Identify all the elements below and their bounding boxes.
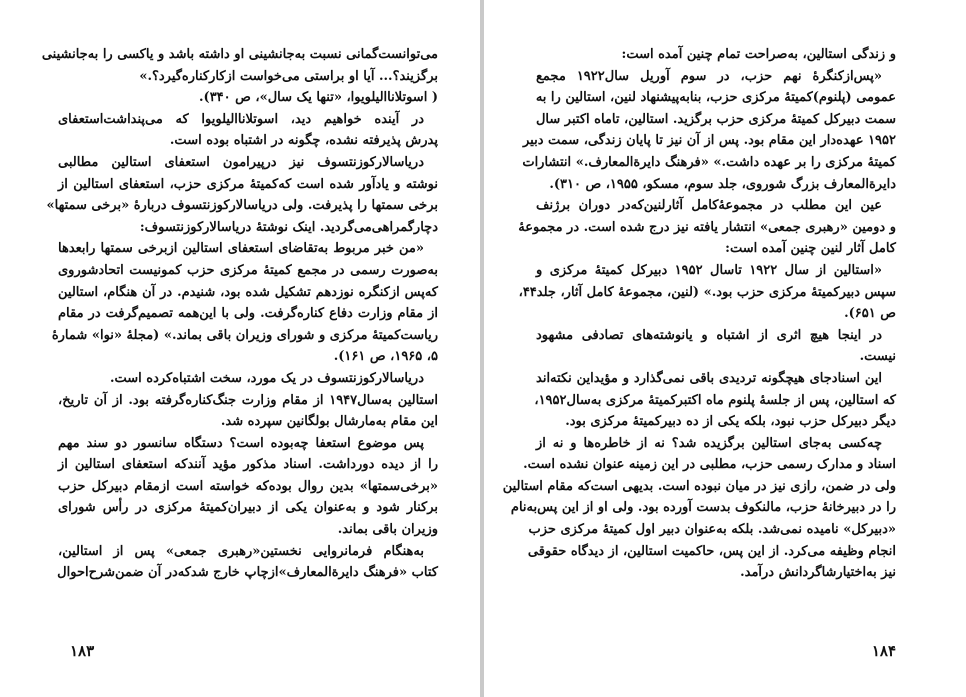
right-page-number: ۱۸۴ [871,642,896,660]
text-line: به‌صورت رسمی در مجمع کمیتهٔ مرکزی حزب کمونیست اتحادشوروی [58,262,438,278]
text-line: در آینده خواهیم دید، اسوتلانا‌الیلویوا که می‌پنداشت‌استعفای [58,111,424,127]
text-line: این اسنادجای هیچگونه تردیدی باقی نمی‌گذارد و مؤیداین نکته‌اند [536,370,882,386]
text-line: اسناد و مدارک رسمی حزب، مطلبی در این زمینه عنوان نشده است. [523,457,896,473]
text-line: برکنار شود و به‌عنوان یکی از دبیران‌کمیتهٔ مرکزی در رأس شورای [58,500,438,516]
text-line: انجام وظیفه می‌کرد. از این پس، حاکمیت استالین، از دیدگاه حقوقی [527,543,896,559]
text-line: ( اسوتلانا‌الیلویوا، «تنها یک سال»، ص ۳۴۰). [199,90,438,106]
text-line: پدرش پذیرفته نشده، چگونه در اشتباه بوده است. [169,133,438,149]
text-line: عین این مطلب در مجموعهٔ‌کامل آثار‌لنین‌که‌در دوران برژنف [536,198,882,214]
text-line: را از دیده دورداشت. اسناد مذکور مؤید آنندکه استعفای استالین از [58,457,438,473]
left-page [0,0,482,697]
text-line: «من خبر مربوط به‌تقاضای استعفای استالین از‌برخی سمتها را‌بعدها [58,241,424,257]
text-line: و دومین «رهبری جمعی» انتشار یافته نیز درج شده است. در مجموعهٔ [518,219,896,235]
text-line: را در دبیرخانهٔ حزب، مالنکوف بدست آورده بود. ولی او از این پس‌به‌نام [510,500,896,516]
text-line: ۱۹۵۲ عهده‌دار این مقام بود. پس از آن نیز تا پایان زندگی، سمت دبیر [522,133,896,149]
text-line: ولی در ضمن، رازی نیز در میان نبوده است. بدیهی است‌که مقام استالین [502,478,896,494]
text-line: برگزیند؟... آیا او براستی می‌خواست ازکارکناره‌گیرد؟.» [139,68,438,84]
text-line: نیز به‌اختیار‌شاگردانش در‌آمد. [740,565,896,581]
right-page [484,0,966,697]
text-line: برخی سمتها را پذیرفت. ولی دریاسالار‌کوزنتسوف دربارهٔ «برخی سمتها» [46,198,438,214]
text-line: ۵، ۱۹۶۵، ص ۱۶۱). [333,349,438,365]
text-line: دچارگمراهی‌می‌گردید. اینک نوشتهٔ دریاسالار‌کوزنتسوف: [139,219,438,235]
text-line: کامل آثار لنین چنین آمده است: [725,241,896,257]
text-line: وزیران باقی بماند. [337,522,438,538]
left-page-number: ۱۸۳ [70,642,95,660]
text-line: این مقام به‌مارشال بولگانین سپرده شد. [220,414,438,430]
text-line: نوشته و یادآور شده است که‌کمیتهٔ مرکزی حزب، استعفای استالین از [58,176,438,192]
text-line: کمیتهٔ مرکزی را بر عهده داشت.» «فرهنگ دایرة‌المعارف.» انتشارات [522,154,896,170]
text-line: دایرة‌المعارف بزرگ شوروی، جلد سوم، مسکو، ۱۹۵۵، ص ۳۱۰). [549,176,896,192]
text-line: نیست. [859,349,896,365]
text-line: چه‌کسی به‌جای استالین برگزیده شد؟ نه از خاطره‌ها و نه از [536,435,882,451]
text-line: می‌توانست‌گمانی نسبت به‌جانشینی او داشته باشد و یاکسی را به‌جانشینی [41,47,438,62]
right-page-body [502,44,896,584]
left-page-body [41,44,438,584]
text-line: به‌هنگام فرمانروایی نخستین«رهبری جمعی» پس از استالین، [58,543,424,559]
text-line: دریاسالار‌کوزنتسوف نیز درپیرامون استعفای استالین مطالبی [58,154,424,170]
text-line: «برخی‌سمتها» بدین روال بوده‌که خواسته است از‌مقام دبیرکل حزب [58,478,438,494]
text-line: پس موضوع استعفا چه‌بوده است؟ دستگاه سانسور دو سند مهم [58,435,424,451]
text-line: ص ۶۵۱). [844,306,896,322]
text-line: کتاب «فرهنگ دایرة‌المعارف»ازچاپ خارج شد‌که‌در آن ضمن‌شرح‌احوال [57,565,438,581]
text-line: «پس‌ازکنگرهٔ نهم حزب، در سوم آوریل سال۱۹۲۲ مجمع [536,68,882,84]
text-line: دیگر دبیرکل حزب نبود، بلکه یکی از ده دبیر‌کمیتهٔ مرکزی بود. [565,414,896,430]
text-line: ریاست‌کمیتهٔ مرکزی و شورای وزیران باقی بماند.» (مجلهٔ «نوا» شمارهٔ [51,327,438,343]
text-line: از مقام وزارت دفاع کناره‌گرفت. ولی با این‌همه تصمیم‌گرفت در مقام [58,306,438,322]
text-line: «دبیرکل» نامیده نمی‌شد. بلکه به‌عنوان دبیر اول کمیتهٔ مرکزی حزب [528,522,896,538]
text-line: استالین به‌سال۱۹۴۷ از مقام وزارت جنگ‌کناره‌گرفته بود. از آن تاریخ، [58,392,438,408]
text-line: و زندگی استالین، به‌صراحت تمام چنین آمده است: [621,47,896,62]
text-line: عمومی (پلنوم)‌کمیتهٔ مرکزی حزب، بنابه‌پیشنهاد لنین، استالین را به [535,90,896,106]
text-line: سپس دبیرکمیتهٔ مرکزی حزب بود.» (لنین، مجموعهٔ کامل آثار، جلد۴۴، [518,284,896,300]
text-line: در اینجا هیچ اثری از اشتباه و یانوشته‌های تصادفی مشهود [536,327,882,343]
text-line: که استالین، پس از جلسهٔ پلنوم ماه اکتبر‌کمیتهٔ مرکزی به‌سال۱۹۵۲، [534,392,896,408]
text-line: که‌پس از‌کنگره نوزدهم تشکیل شده بود، شنیدم. در آن هنگام، استالین [58,284,438,300]
text-line: دریاسالار‌کوزنتسوف در یک مورد، سخت اشتباه‌کرده است. [109,370,424,386]
text-line: «استالین از سال ۱۹۲۲ تاسال ۱۹۵۲ دبیرکل کمیتهٔ مرکزی و [536,262,882,278]
text-line: سمت دبیرکل کمیتهٔ مرکزی حزب برگزید. استالین، تاماه اکتبر سال [535,111,896,127]
